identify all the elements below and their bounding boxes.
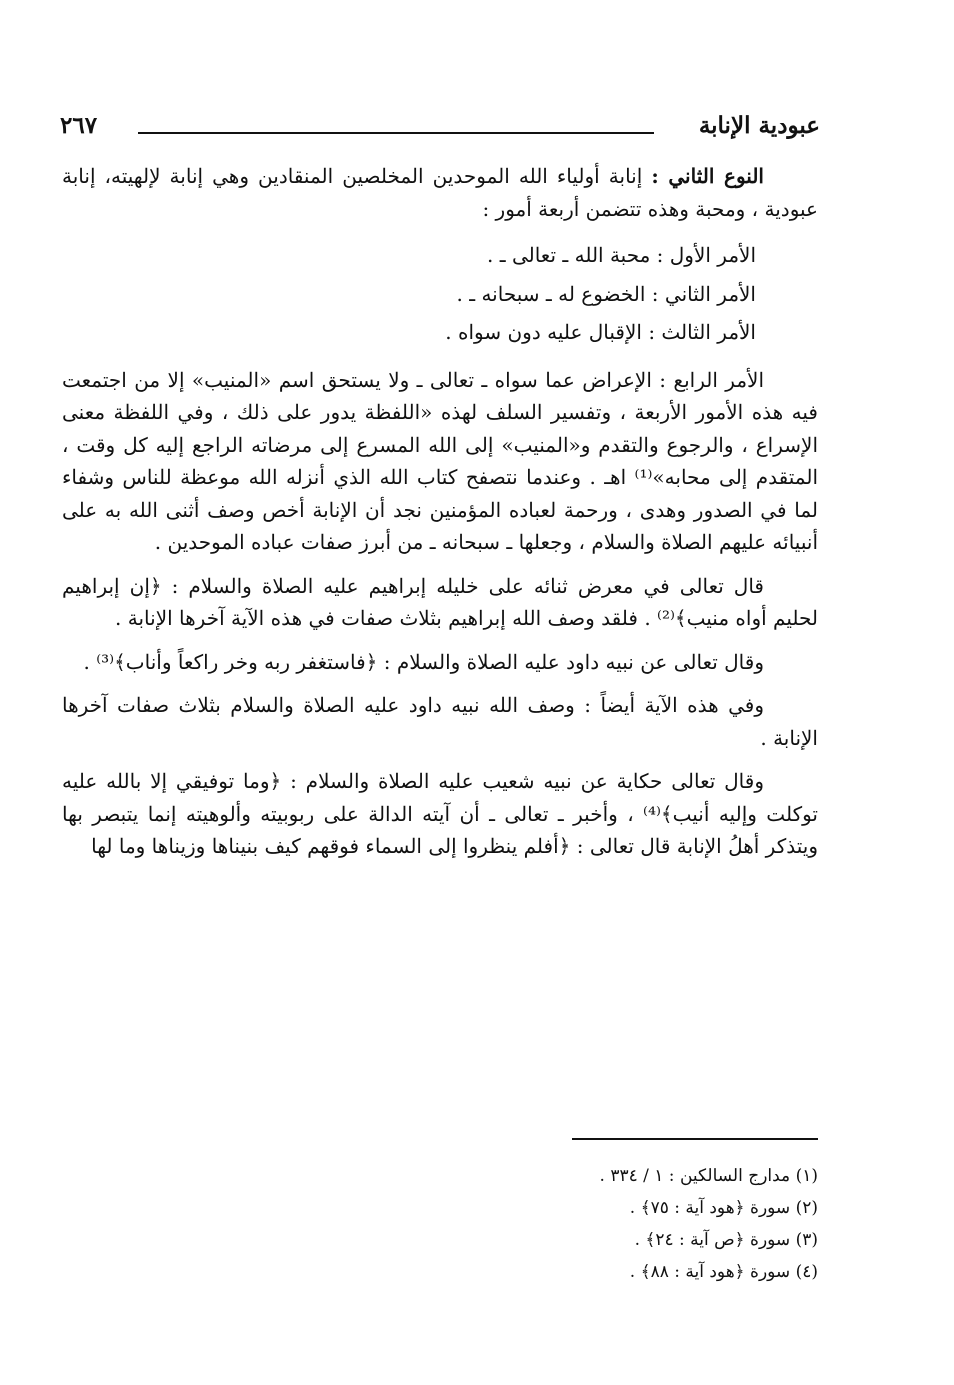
footnote-item: (١) مدارج السالكين : ١ / ٣٣٤ . xyxy=(599,1166,818,1186)
paragraph-ibrahim: قال تعالى في معرض ثنائه على خليله إبراهيم عليه الصلاة والسلام : ﴿إن إبراهيم لحليم أواه منيب﴾⁽²⁾ . فلقد وصف الله إبراهيم بثلاث صفات في هذه الآية آخرها الإنابة . xyxy=(62,573,818,630)
matters-list xyxy=(62,236,818,352)
main-text xyxy=(62,160,818,874)
paragraph-shuayb: وقال تعالى حكاية عن نبيه شعيب عليه الصلاة والسلام : ﴿وما توفيقي إلا بالله عليه توكلت وإليه أنيب﴾⁽⁴⁾ ، وأخبر ـ تعالى ـ أن آيته الدالة على ربوبيته وألوهيته إنما يتبصر بها ويتذكر أهلُ الإنابة قال تعالى : ﴿أفلم ينظروا إلى السماء فوقهم كيف بنيناها وزيناها وما لها xyxy=(62,769,818,858)
running-header xyxy=(60,108,820,144)
paragraph-second-type xyxy=(62,160,818,225)
paragraph-text: إنابة أولياء الله الموحدين المخلصين المنقادين وهي إنابة لإلهيته، إنابة عبودية ، ومحبة وهذه تتضمن أربعة أمور : xyxy=(62,164,818,221)
footnotes xyxy=(258,1160,818,1288)
header-rule xyxy=(138,132,654,134)
list-item: الأمر الثالث : الإقبال عليه دون سواه . xyxy=(445,320,756,344)
paragraph-dawud-attributes: وفي هذه الآية أيضاً : وصف الله نبيه داود عليه الصلاة والسلام بثلاث صفات آخرها الإنابة . xyxy=(62,693,818,750)
list-item: الأمر الأول : محبة الله ـ تعالى ـ . xyxy=(487,243,756,267)
footnote-item: (٤) سورة ﴿هود آية : ٨٨﴾ . xyxy=(629,1262,818,1282)
paragraph-dawud: وقال تعالى عن نبيه داود عليه الصلاة والسلام : ﴿فاستغفر ربه وخر راكعاً وأناب﴾⁽³⁾ . xyxy=(83,649,764,674)
footnote-item: (٣) سورة ﴿ص آية : ٢٤﴾ . xyxy=(634,1230,818,1250)
page-number: ٢٦٧ xyxy=(60,112,98,139)
footnote-separator xyxy=(572,1138,818,1140)
paragraph-fourth-matter: الأمر الرابع : الإعراض عما سواه ـ تعالى ـ ولا يستحق اسم «المنيب» إلا من اجتمعت فيه هذه الأمور الأربعة ، وتفسير السلف لهذه «اللفظة يدور على ذلك ، وفي اللفظة معنى الإسراع ، والرجوع والتقدم و«المنيب» إلى الله المسرع إلى مرضاته الراجع إليه كل وقت ، المتقدم إلى محابه»⁽¹⁾ اهـ . وعندما نتصفح كتاب الله الذي أنزله الله موعظة للناس وشفاء لما في الصدور وهدى ، ورحمة لعباده المؤمنين نجد أن الإنابة أخص وصف أثنى الله به على أنبيائه عليهم الصلاة والسلام ، وجعلها ـ سبحانه ـ من أبرز صفات عباده الموحدين . xyxy=(62,367,819,554)
list-item: الأمر الثاني : الخضوع له ـ سبحانه ـ . xyxy=(456,281,756,306)
paragraph-lead: النوع الثاني : xyxy=(651,164,764,188)
chapter-title: عبودية الإنابة xyxy=(698,112,820,139)
footnote-item: (٢) سورة ﴿هود آية : ٧٥﴾ . xyxy=(629,1198,818,1218)
